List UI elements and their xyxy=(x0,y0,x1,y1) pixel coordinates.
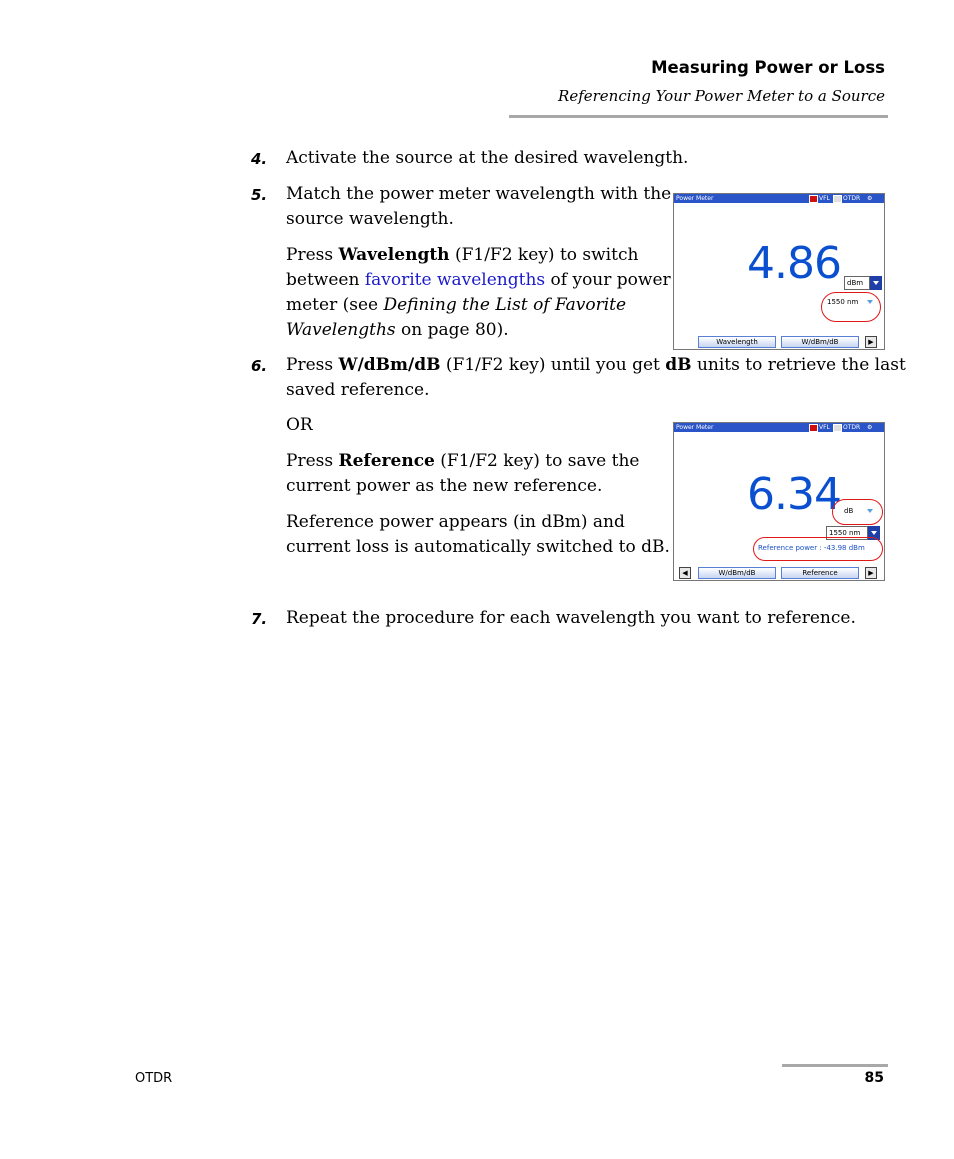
text-loss-switched: current loss is automatically switched to dB. xyxy=(286,537,670,557)
power-meter-screen-1 xyxy=(673,193,885,350)
prev-arrow-icon[interactable]: ◀ xyxy=(679,567,691,579)
vfl-indicator-icon xyxy=(809,195,818,203)
text-saved-reference: saved reference. xyxy=(286,380,430,400)
step-5-line-2: source wavelength. xyxy=(286,209,454,229)
screen-title: Power Meter xyxy=(676,195,714,202)
step-5-detail xyxy=(286,243,671,343)
next-arrow-icon[interactable]: ▶ xyxy=(865,567,877,579)
text-press-ref: Press xyxy=(286,451,339,471)
wavelength-key-label: Wavelength xyxy=(338,245,450,265)
text-current-power: current power as the new reference. xyxy=(286,476,603,496)
step-5-number: 5. xyxy=(251,186,268,204)
reference-power-readout: Reference power : -43.98 dBm xyxy=(758,544,865,552)
step-5-text xyxy=(286,182,671,232)
text-between: between xyxy=(286,270,365,290)
reference-key-label: Reference xyxy=(338,451,435,471)
otdr-label-2: OTDR xyxy=(843,424,861,431)
wavelength-value-2: 1550 nm xyxy=(829,529,861,537)
screen-title-2: Power Meter xyxy=(676,424,714,431)
w-dbm-db-key-label: W/dBm/dB xyxy=(338,355,441,375)
text-until-you-get: (F1/F2 key) until you get xyxy=(440,355,666,375)
unit-value-db[interactable]: dB xyxy=(844,507,854,515)
text-key-desc: (F1/F2 key) to switch xyxy=(449,245,639,265)
step-5-line-1: Match the power meter wavelength with the xyxy=(286,184,672,204)
reference-title-part2: Wavelengths xyxy=(286,320,396,340)
highlight-circle-unit xyxy=(832,499,883,525)
step-7-text: Repeat the procedure for each wavelength you want to reference. xyxy=(286,608,856,628)
step-4-text: Activate the source at the desired wavelength. xyxy=(286,148,689,168)
favorite-wavelengths-link[interactable]: favorite wavelengths xyxy=(364,270,546,290)
text-on-page: on page 80). xyxy=(395,320,509,340)
unit-value: dBm xyxy=(847,279,864,287)
settings-icon: ⚙ xyxy=(867,195,873,202)
footer-product-name: OTDR xyxy=(135,1071,173,1086)
text-to-save: (F1/F2 key) to save the xyxy=(434,451,640,471)
text-press: Press xyxy=(286,245,339,265)
step-6-reference-text xyxy=(286,449,640,499)
otdr-label: OTDR xyxy=(843,195,861,202)
reference-title-part1: Defining the List of Favorite xyxy=(383,295,627,315)
highlight-circle-reference xyxy=(753,537,883,561)
otdr-indicator-icon xyxy=(833,424,842,432)
footer-divider xyxy=(782,1064,888,1067)
settings-icon: ⚙ xyxy=(867,424,873,431)
text-reference-power-appears: Reference power appears (in dBm) and xyxy=(286,512,625,532)
reference-button[interactable]: Reference xyxy=(781,567,859,579)
text-units-retrieve: units to retrieve the last xyxy=(691,355,906,375)
page-number: 85 xyxy=(864,1070,884,1086)
text-meter-see: meter (see xyxy=(286,295,384,315)
step-6-text xyxy=(286,353,906,403)
w-dbm-db-button[interactable]: W/dBm/dB xyxy=(781,336,859,348)
vfl-label: VFL xyxy=(819,195,830,202)
step-4-number: 4. xyxy=(251,150,268,168)
screen-title-bar-2 xyxy=(674,423,884,432)
otdr-indicator-icon xyxy=(833,195,842,203)
power-meter-screen-2 xyxy=(673,422,885,581)
header-divider xyxy=(509,115,888,118)
chevron-down-icon[interactable] xyxy=(870,276,882,290)
unit-select[interactable] xyxy=(844,276,870,290)
step-6-number: 6. xyxy=(251,357,268,375)
text-or: OR xyxy=(286,415,313,435)
text-press-6: Press xyxy=(286,355,339,375)
section-subtitle: Referencing Your Power Meter to a Source xyxy=(558,87,885,105)
w-dbm-db-button-2[interactable]: W/dBm/dB xyxy=(698,567,776,579)
vfl-indicator-icon xyxy=(809,424,818,432)
next-arrow-icon[interactable]: ▶ xyxy=(865,336,877,348)
step-7-number: 7. xyxy=(251,610,268,628)
step-6-note xyxy=(286,510,670,560)
screen-title-bar xyxy=(674,194,884,203)
text-of-your-power: of your power xyxy=(545,270,671,290)
db-units-label: dB xyxy=(665,355,692,375)
wavelength-value[interactable]: 1550 nm xyxy=(827,298,859,306)
wavelength-button[interactable]: Wavelength xyxy=(698,336,776,348)
loss-value: 6.34 xyxy=(747,469,841,520)
highlight-circle-wavelength xyxy=(821,292,881,322)
chapter-title: Measuring Power or Loss xyxy=(651,58,885,77)
power-value: 4.86 xyxy=(747,238,841,289)
vfl-label-2: VFL xyxy=(819,424,830,431)
